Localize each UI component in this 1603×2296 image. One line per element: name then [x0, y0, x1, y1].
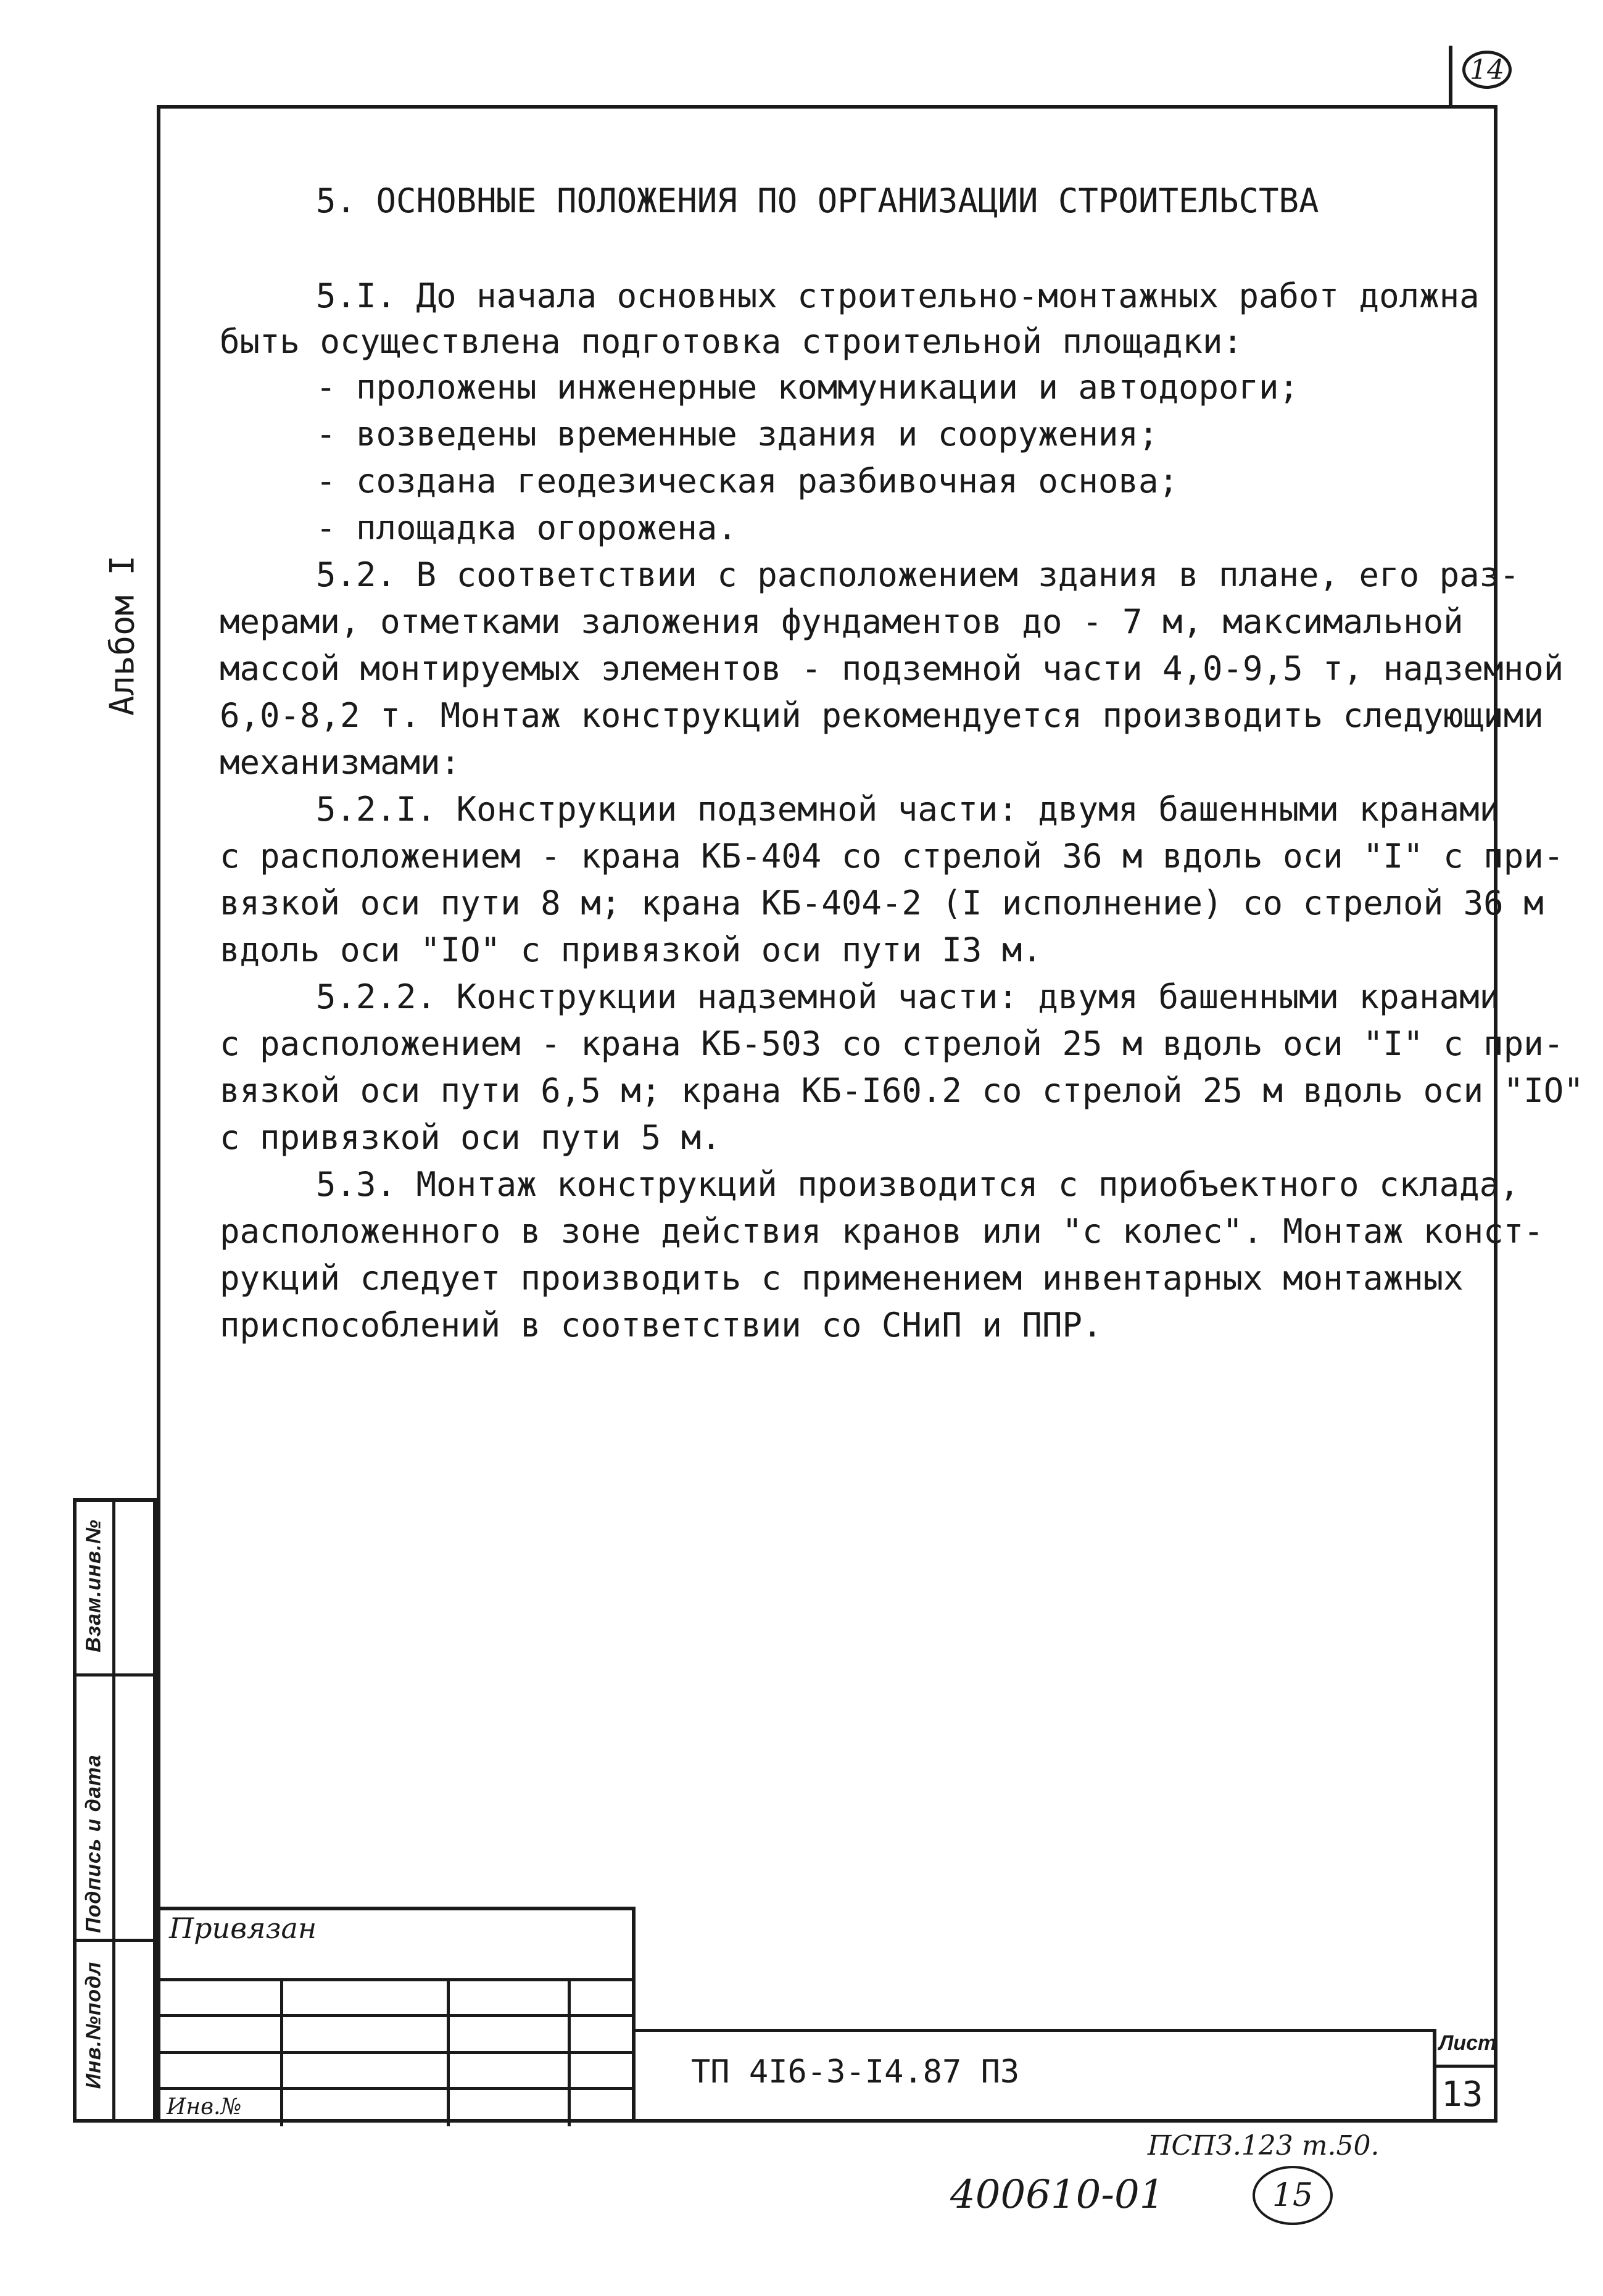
footer-reference: ПСПЗ.123 т.50.	[1148, 2130, 1380, 2161]
list-item: - создана геодезическая разбивочная основа;	[316, 462, 1178, 500]
paragraph-line: 5.2.2. Конструкции надземной части: двумя башенными кранами	[316, 977, 1500, 1016]
paragraph-line: 6,0-8,2 т. Монтаж конструкций рекомендуется производить следующими	[220, 696, 1544, 735]
sheet-number: 13	[1441, 2074, 1483, 2115]
paragraph-line: механизмами:	[220, 743, 461, 782]
list-item: - возведены временные здания и сооружения;	[316, 415, 1159, 454]
paragraph-line: быть осуществлена подготовка строительной площадки:	[220, 322, 1243, 361]
section-heading: 5. ОСНОВНЫЕ ПОЛОЖЕНИЯ ПО ОРГАНИЗАЦИИ СТРОИТЕЛЬСТВА	[316, 181, 1319, 220]
paragraph-line: 5.I. До начала основных строительно-монтажных работ должна	[316, 276, 1480, 315]
paragraph-line: 5.2. В соответствии с расположением здания в плане, его раз-	[316, 555, 1520, 594]
paragraph-line: массой монтируемых элементов - подземной части 4,0-9,5 т, надземной	[220, 649, 1564, 688]
binding-label: Привязан	[169, 1912, 317, 1945]
list-item: - проложены инженерные коммуникации и автодороги;	[316, 368, 1299, 407]
list-item: - площадка огорожена.	[316, 508, 737, 547]
paragraph-line: вдоль оси "IO" с привязкой оси пути I3 м.	[220, 930, 1042, 969]
footer-archive-number: 400610-01	[950, 2172, 1165, 2218]
paragraph-line: с расположением - крана КБ-503 со стрелой 25 м вдоль оси "I" с при-	[220, 1024, 1564, 1063]
paragraph-line: 5.2.I. Конструкции подземной части: двумя башенными кранами	[316, 790, 1500, 829]
page-number-circled: 14	[1462, 51, 1512, 89]
paragraph-line: 5.3. Монтаж конструкций производится с приобъектного склада,	[316, 1165, 1520, 1204]
footer-circled-number: 15	[1253, 2166, 1333, 2225]
paragraph-line: с привязкой оси пути 5 м.	[220, 1118, 721, 1157]
title-block-divider	[636, 2029, 1433, 2032]
paragraph-line: расположенного в зоне действия кранов или "с колес". Монтаж конст-	[220, 1212, 1544, 1251]
paragraph-line: приспособлений в соответствии со СНиП и ППР.	[220, 1306, 1103, 1345]
inventory-label: Инв.№	[167, 2094, 242, 2120]
paragraph-line: вязкой оси пути 8 м; крана КБ-404-2 (I исполнение) со стрелой 36 м	[220, 884, 1544, 922]
paragraph-line: рукций следует производить с применением инвентарных монтажных	[220, 1259, 1464, 1298]
page-frame	[157, 105, 1500, 2123]
paragraph-line: мерами, отметками заложения фундаментов до - 7 м, максимальной	[220, 602, 1464, 641]
paragraph-line: вязкой оси пути 6,5 м; крана КБ-I60.2 со стрелой 25 м вдоль оси "IO"	[220, 1071, 1584, 1110]
document-code: ТП 4I6-3-I4.87 ПЗ	[691, 2054, 1020, 2091]
sheet-label: Лист	[1439, 2031, 1497, 2055]
paragraph-line: с расположением - крана КБ-404 со стрелой 36 м вдоль оси "I" с при-	[220, 837, 1564, 876]
